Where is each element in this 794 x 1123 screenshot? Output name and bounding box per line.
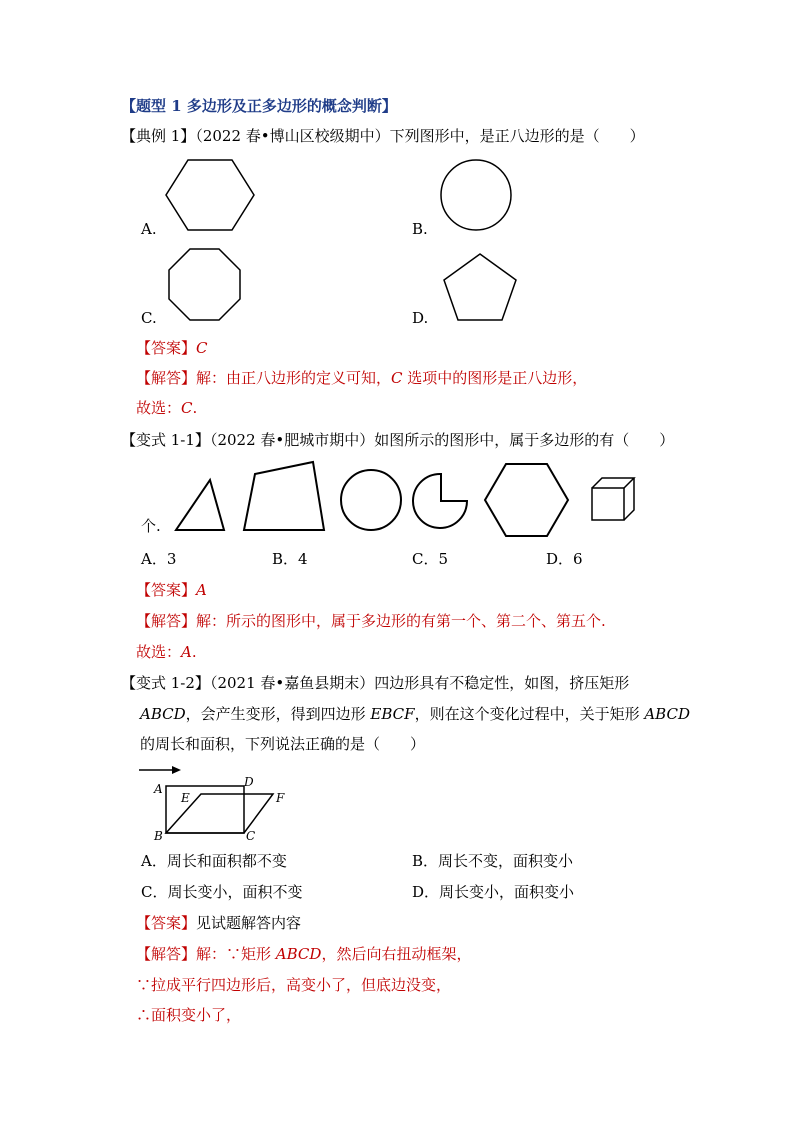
variant1-2-option-d: D．周长变小，面积变小 — [412, 883, 575, 901]
label-e: E — [181, 791, 190, 805]
circle-shape — [341, 470, 401, 530]
label-f: F — [276, 791, 285, 805]
variant1-2-analysis-line2: ∵拉成平行四边形后，高变小了，但底边没变， — [136, 976, 452, 994]
example1-option-c: C. — [141, 309, 157, 327]
answer-label: 【答案】 — [136, 339, 197, 357]
example1-option-a: A. — [141, 220, 157, 238]
variant1-1-conclusion: 故选：A. — [136, 643, 197, 661]
variant1-2-answer: 【答案】见试题解答内容 — [136, 914, 302, 932]
example1-source: （2022 春•博山区校级期中） — [195, 127, 390, 145]
arrow-head-icon — [172, 766, 181, 774]
example1-question: 下列图形中，是正八边形的是（ ） — [389, 127, 645, 145]
variant1-2-option-a: A．周长和面积都不变 — [141, 852, 287, 870]
variant1-1-figures — [0, 458, 794, 538]
label-c: C — [246, 829, 256, 843]
example1-label: 【典例 1】 — [121, 127, 196, 145]
example1-analysis: 【解答】解：由正八边形的定义可知，C 选项中的图形是正八边形， — [136, 369, 588, 387]
octagon-shape — [169, 249, 240, 320]
variant1-1-analysis: 【解答】解：所示的图形中，属于多边形的有第一个、第二个、第五个. — [136, 612, 606, 630]
variant1-2-stem-line1: 【变式 1-2】（2021 春•嘉鱼县期末）四边形具有不稳定性，如图，挤压矩形 — [121, 674, 630, 692]
triangle-shape — [176, 480, 224, 530]
variant1-1-answer: 【答案】A — [136, 581, 207, 599]
example1-option-b: B. — [412, 220, 428, 238]
answer-value: C — [196, 339, 208, 357]
cube-shape — [592, 478, 634, 520]
variant1-2-option-b: B．周长不变，面积变小 — [412, 852, 574, 870]
label-d: D — [244, 775, 254, 789]
example1-stem — [121, 126, 645, 146]
variant1-1-option-b: B．4 — [272, 550, 308, 568]
variant1-1-option-d: D．6 — [546, 550, 583, 568]
variant1-1-option-c: C．5 — [412, 550, 449, 568]
example1-conclusion: 故选：C. — [136, 399, 198, 417]
variant1-1-stem: 【变式 1-1】（2022 春•肥城市期中）如图所示的图形中，属于多边形的有（ ） — [121, 431, 675, 449]
variant1-2-stem-line2: ABCD，会产生变形，得到四边形 EBCF，则在这个变化过程中，关于矩形 ABCD — [140, 705, 690, 723]
variant1-1-option-a: A．3 — [141, 550, 177, 568]
hexagon-shape — [166, 160, 254, 230]
example1-option-d: D. — [412, 309, 429, 327]
circle-shape — [441, 160, 511, 230]
analysis-label: 【解答】 — [136, 369, 197, 387]
quadrilateral-shape — [244, 462, 324, 530]
label-b: B — [154, 829, 163, 843]
variant1-2-analysis-line3: ∴面积变小了， — [136, 1006, 242, 1024]
variant1-2-option-c: C．周长变小，面积不变 — [141, 883, 303, 901]
section-title: 【题型 1 多边形及正多边形的概念判断】 — [121, 97, 397, 115]
variant1-2-figure — [0, 762, 794, 852]
rectangle-abcd — [166, 786, 244, 833]
variant1-2-analysis-line1: 【解答】解：∵矩形 ABCD，然后向右扭动框架， — [136, 945, 472, 963]
sector-shape — [413, 474, 467, 528]
example1-answer — [136, 338, 208, 358]
variant1-1-unit: 个. — [141, 517, 161, 535]
hexagon-shape — [485, 464, 568, 536]
variant1-2-stem-line3: 的周长和面积，下列说法正确的是（ ） — [140, 735, 426, 753]
pentagon-shape — [444, 254, 516, 320]
label-a: A — [154, 782, 163, 796]
